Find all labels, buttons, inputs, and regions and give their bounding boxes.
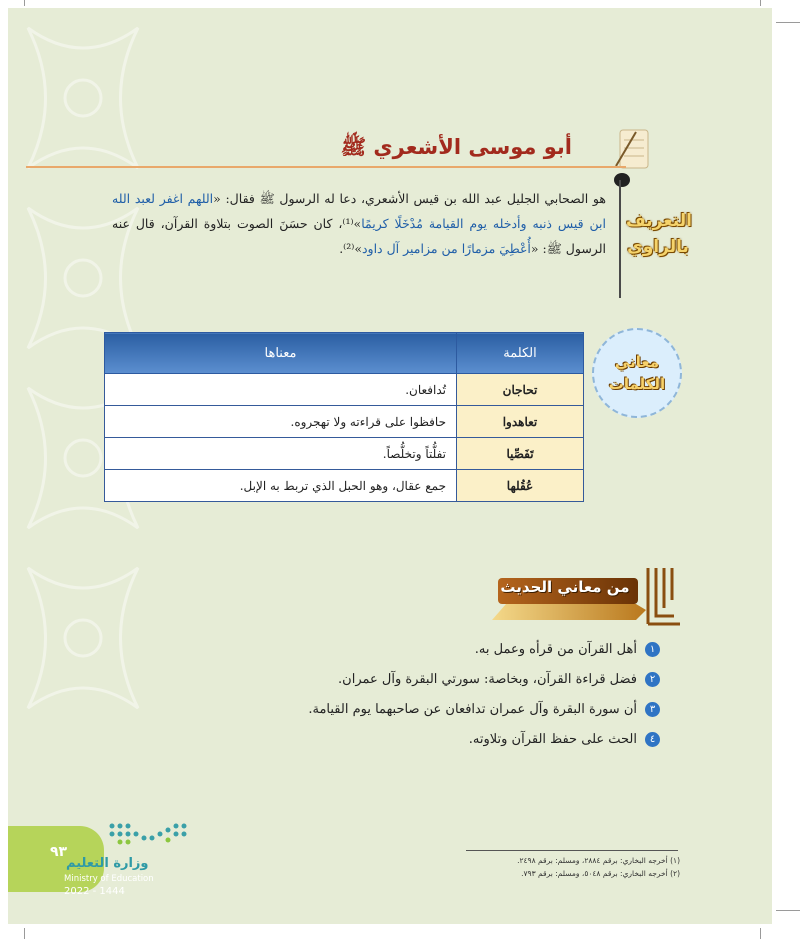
word-meanings-table (104, 332, 584, 502)
hadith-points-list (308, 634, 660, 754)
footnote: (٢) أخرجه البخاري: برقم ٥٠٤٨، ومسلم: برقم ٧٩٣. (521, 869, 680, 878)
parchment-quill-icon (612, 126, 652, 190)
crop-mark (760, 0, 761, 6)
crop-mark (776, 910, 800, 911)
point-text: الحث على حفظ القرآن وتلاوته. (468, 731, 637, 747)
word-meanings-badge-line1: معاني (614, 353, 660, 371)
list-item (308, 664, 660, 694)
footnotes (464, 854, 680, 880)
list-item (308, 694, 660, 724)
bio-text: هو الصحابي الجليل عبد الله بن قيس الأشعري، دعا له الرسول ﷺ فقال: « (213, 191, 606, 206)
word-cell: تحاجان (457, 374, 584, 406)
crop-mark (24, 0, 25, 6)
number-badge: ٤ (645, 732, 660, 747)
kufic-ornament-icon (486, 564, 682, 628)
number-badge: ١ (645, 642, 660, 657)
narrator-title: أبو موسى الأشعري ﷺ (340, 135, 572, 159)
page-number: ٩٣ (50, 844, 68, 860)
footnote: (١) أخرجه البخاري: برقم ٢٨٨٤، ومسلم: برقم ٢٤٩٨. (517, 856, 680, 865)
edition-year: 2022 - 1444 (64, 886, 125, 897)
table-header-row (105, 333, 584, 374)
header-meaning: معناها (105, 333, 457, 374)
point-text: فضل قراءة القرآن، وبخاصة: سورتي البقرة وآل عمران. (338, 671, 637, 687)
narrator-badge (626, 208, 690, 260)
table-row (105, 438, 584, 470)
narrator-badge-line1: التعريف (626, 211, 692, 231)
hadith-meanings-title: من معاني الحديث (500, 578, 630, 596)
narrator-bio (112, 186, 606, 261)
word-meanings-badge (592, 328, 682, 418)
meaning-cell: تُدافعان. (105, 374, 457, 406)
meaning-cell: جمع عقال، وهو الحبل الذي تربط به الإبل. (105, 470, 457, 502)
bio-text: »⁽¹⁾، كان حسَنَ الصوت بتلاوة القرآن، قال عنه الرسول ﷺ: « (112, 216, 606, 256)
point-text: أهل القرآن من قرأه وعمل به. (474, 641, 637, 657)
section-divider (619, 180, 621, 298)
meaning-cell: حافظوا على قراءته ولا تهجروه. (105, 406, 457, 438)
meaning-cell: تفلُّتاً وتخلُّصاً. (105, 438, 457, 470)
bio-hadith-quote: أُعْطِيَ مزمارًا من مزامير آل داود (361, 241, 531, 256)
list-item (308, 724, 660, 754)
list-item (308, 634, 660, 664)
title-divider (26, 166, 626, 168)
crop-mark (760, 928, 761, 939)
word-meanings-badge-line2: الكلمات (608, 375, 666, 393)
table-row (105, 374, 584, 406)
table-row (105, 470, 584, 502)
number-badge: ٢ (645, 672, 660, 687)
textbook-page (8, 8, 772, 924)
header-word: الكلمة (457, 333, 584, 374)
ministry-name-ar: وزارة التعليم (66, 856, 149, 871)
point-text: أن سورة البقرة وآل عمران تدافعان عن صاحبهما يوم القيامة. (308, 701, 637, 717)
word-cell: تَفَصِّيا (457, 438, 584, 470)
crop-mark (24, 928, 25, 939)
bio-text: »⁽²⁾. (339, 241, 362, 256)
footnote-divider (466, 850, 678, 851)
table-row (105, 406, 584, 438)
narrator-badge-line2: بالراوي (627, 237, 689, 257)
ministry-name-en: Ministry of Education (64, 874, 154, 884)
ministry-logo-icon (104, 818, 194, 854)
word-cell: عُقُلها (457, 470, 584, 502)
number-badge: ٣ (645, 702, 660, 717)
crop-mark (776, 22, 800, 23)
bio-hadith-quote: اللهم اغفر لعبد الله ابن قيس ذنبه وأدخله يوم القيامة مُدْخَلًا كريمًا (112, 191, 606, 231)
word-cell: تعاهدوا (457, 406, 584, 438)
